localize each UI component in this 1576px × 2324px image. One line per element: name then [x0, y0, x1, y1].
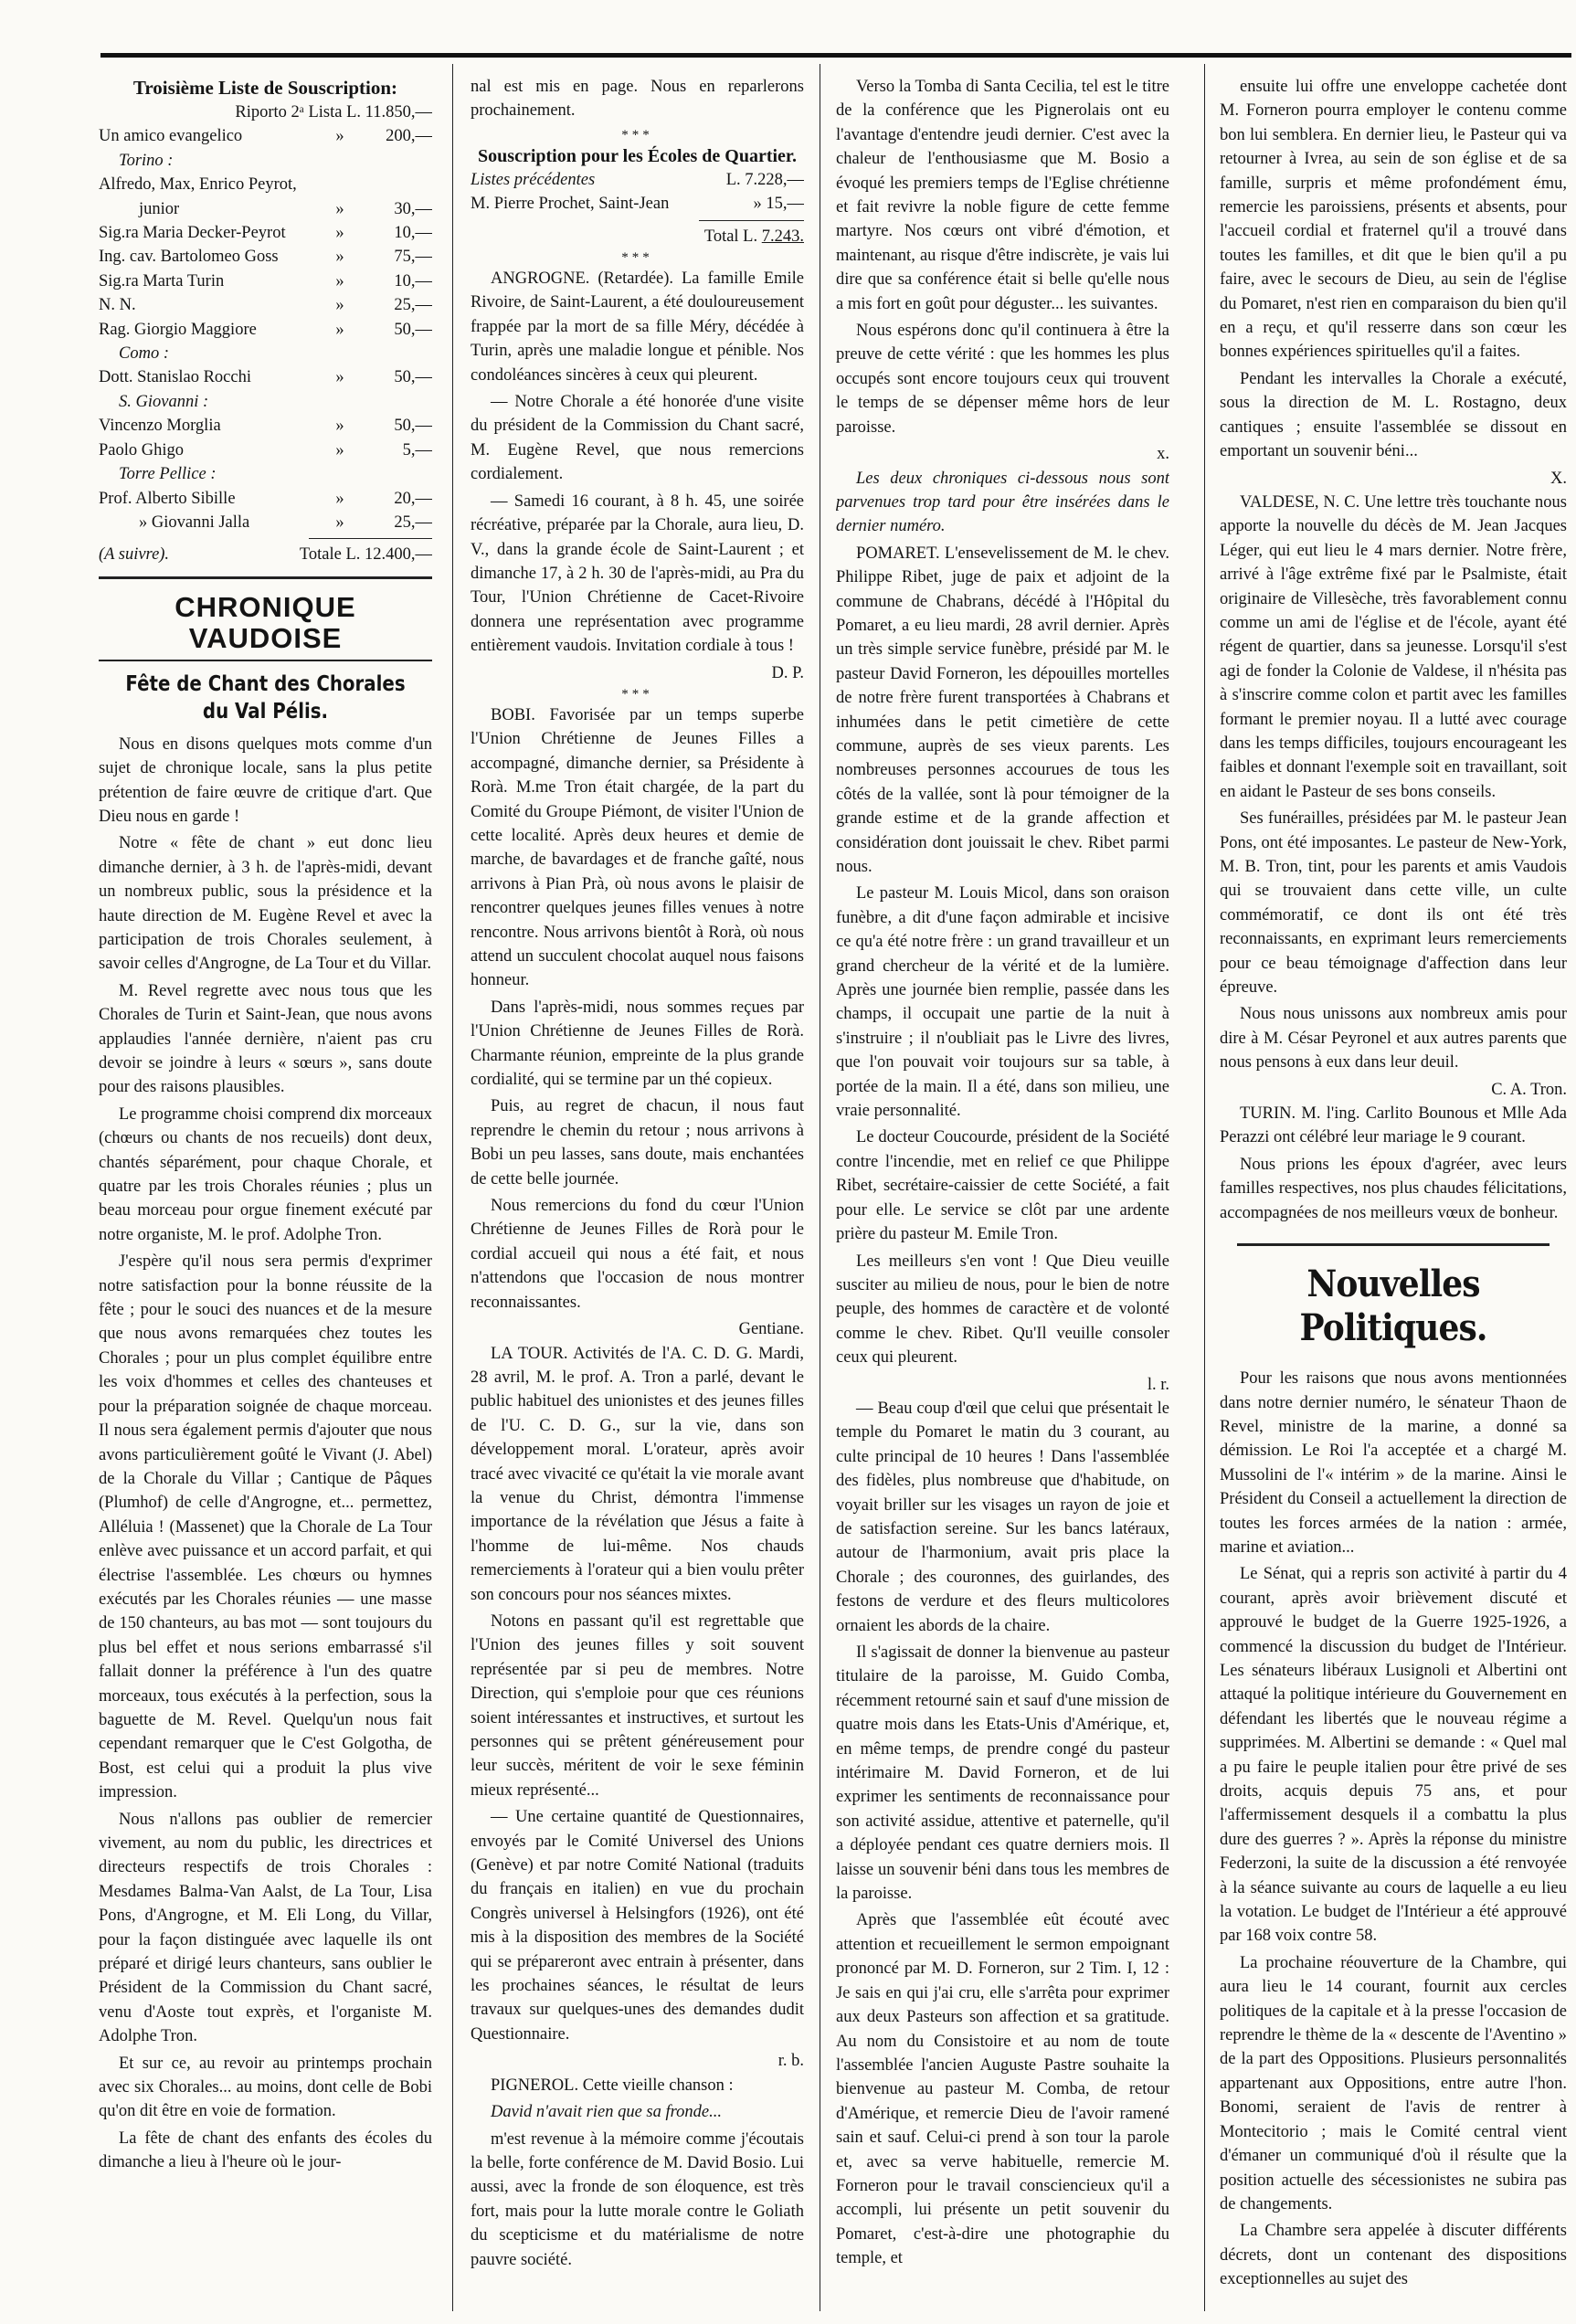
donor-name: Dott. Stanislao Rocchi — [99, 368, 251, 387]
ditto-mark: » — [335, 127, 344, 146]
subscription-row — [99, 173, 432, 196]
ditto-mark: » — [335, 248, 344, 267]
article-body — [471, 267, 804, 2272]
paragraph: — Notre Chorale a été honorée d'une visite du président de la Commission du Chant sacré, M. Eugène Revel, que nous remercions cordialement. — [471, 393, 804, 484]
paragraph: m'est revenue à la mémoire comme j'écoutais la belle, forte conférence de M. David Bosio. Lui aussi, avec la fronde de son éloquence, est très fort, mais pour la lutte morale contre le Goliath du scepticisme et du matérialisme de notre pauvre société. — [471, 2129, 804, 2269]
subscription-list — [99, 124, 432, 534]
signature: r. b. — [777, 2052, 804, 2071]
place-label: Como : — [119, 344, 169, 364]
donor-name: Rag. Giorgio Maggiore — [99, 320, 257, 339]
paragraph: — Une certaine quantité de Questionnaires, envoyés par le Comité Universel des Unions (Genève) et par notre Comité National (traduits du français en italien) en vue du prochain Congrès universel à Helsingfors (1926), ont été mis à la disposition des membres de la Société qui se prépareront avec entrain à présenter, dans les prochaines séances, le résultat de leurs travaux sur quelques-unes des demandes dudit Questionnaire. — [471, 1808, 804, 2044]
subscription-row — [99, 197, 432, 221]
paragraph: Pendant les intervalles la Chorale a exécuté, sous la direction de M. L. Rostagno, deux cantiques ; ensuite l'assemblée se dissout en emportant un souvenir béni... — [1220, 369, 1567, 461]
donor-name: » Giovanni Jalla — [139, 512, 250, 532]
subscription-row — [99, 487, 432, 511]
donation-amount: 50,— — [394, 368, 432, 387]
paragraph: J'espère qu'il nous sera permis d'exprimer notre satisfaction pour la bonne réussite de la fête ; pour le souci des nuances et de la mesure que nous avons remarquées chez toutes les Chorales ; pour un plus complet équilibre entre les voix d'hommes et celles des chanteuses et pour la préparation soignée de chaque morceau. Il nous sera également permis d'ajouter que nous avons particulièrement goûté le Vivant (J. Abel) de la Chorale du Villar ; Cantique de Pâques (Plumhof) de celle d'Angrogne, et... permettez, Alléluia ! (Massenet) que la Chorale de La Tour enlève avec puissance et un accord parfait, et qui électrise l'assemblée. Les chœurs ou hymnes exécutés par les Chorales réunies — une masse de 150 chanteurs, au bas mot — sont toujours du plus bel effet et nous serions embarrassé s'il fallait donner la préférence à l'un des quatre morceaux, tous exécutés à la perfection, sous la baguette de M. Revel. Quelqu'un nous fait cependant remarquer que le C'est Golgotha, de Bost, est celui qui a produit la plus vive impression. — [99, 1252, 432, 1802]
place-label: S. Giovanni : — [119, 392, 209, 411]
donation-amount: 75,— — [394, 248, 432, 267]
ditto-mark: » — [335, 440, 344, 460]
subscription-row — [99, 414, 432, 438]
donor-name: Vincenzo Morglia — [99, 417, 221, 436]
subscription-row — [99, 511, 432, 534]
ditto-mark: » — [335, 512, 344, 532]
a-suivre: (A suivre). — [99, 545, 170, 565]
donation-amount: 20,— — [394, 489, 432, 508]
paragraph: Pour les raisons que nous avons mentionnées dans notre dernier numéro, le sénateur Thaon de Revel, ministre de la marine, a donné sa démission. Le Roi l'a acceptée et a chargé M. Mussolini de l'« intérim » de la marine. Ainsi le Président du Conseil a actuellement la direction de toutes les forces armées de la nation : armée, marine et aviation... — [1220, 1369, 1567, 1557]
donation-amount: 30,— — [394, 199, 432, 218]
souscription-total-row — [471, 225, 804, 248]
donor-name: Un amico evangelico — [99, 127, 243, 146]
column-rule — [452, 64, 453, 2311]
top-rule — [100, 53, 1571, 58]
donor-name: Sig.ra Maria Decker-Peyrot — [99, 224, 286, 243]
donation-amount: 10,— — [394, 224, 432, 243]
ditto-mark: » — [335, 417, 344, 436]
paragraph: LA TOUR. Activités de l'A. C. D. G. Mardi, 28 avril, M. le prof. A. Tron a parlé, devant le public habituel des unionistes et des jeunes filles de l'U. C. D. G., sur la vie, dans son développement moral. L'orateur, après avoir tracé avec vivacité ce qu'était la vie morale avant la venue du Christ, démontra l'immense importance de la révélation que Jésus a faite à l'homme de lui-même. Nos chauds remerciements à l'orateur qui a bien voulu prêter son concours pour nos séances mixtes. — [471, 1344, 804, 1604]
paragraph: Dans l'après-midi, nous sommes reçues par l'Union Chrétienne de Jeunes Filles de Rorà. Charmante réunion, empreinte de la plus grande cordialité, qui se termine par un thé copieux. — [471, 998, 804, 1090]
donor-name: Ing. cav. Bartolomeo Goss — [99, 248, 279, 267]
donor-name: Sig.ra Marta Turin — [99, 271, 225, 290]
paragraph: nal est mis en page. Nous en reparlerons prochainement. — [471, 78, 804, 121]
paragraph: Nous nous unissons aux nombreux amis pour dire à M. César Peyronel et aux autres parents que nous pensons à eux dans leur deuil. — [1220, 1005, 1567, 1072]
subscription-row — [99, 245, 432, 269]
column-rule — [1204, 64, 1205, 2311]
signature: x. — [1157, 445, 1169, 464]
paragraph: Nous remercions du fond du cœur l'Union Chrétienne de Jeunes Filles de Rorà pour le cordial accueil qui nous a été fait, et nous n'attendons que l'occasion de nous montrer reconnaissantes. — [471, 1197, 804, 1312]
paragraph: La fête de chant des enfants des écoles du dimanche a lieu à l'heure où le jour- — [99, 2129, 432, 2172]
subscription-row — [99, 318, 432, 342]
paragraph: VALDESE, N. C. Une lettre très touchante nous apporte la nouvelle du décès de M. Jean Jacques Léger, qui eut lieu le 4 mars dernier. Notre frère, arrivé à l'âge extrême fixé par le Psalmiste, était originaire de Villesèche, très favorablement connu comme un ami de l'église et de l'école, ayant été régent de quartier, dans sa jeunesse. Lorsqu'il s'est agi de fonder la Colonie de Valdese, il n'hésita pas à s'inscrire comme colon et partit avec les familles formant le premier noyau. Il a lutté avec courage dans les temps difficiles, toujours encourageant les faibles et donnant l'exemple soit en travaillant, soit en aidant le Pasteur de ses bons conseils. — [1220, 492, 1567, 801]
paragraph: Le docteur Coucourde, président de la Société contre l'incendie, met en relief ce que Philippe Ribet, secrétaire-caissier de cette Société, a fait pour elle. Le service se clôt par une ardente prière du pasteur M. Emile Tron. — [836, 1128, 1169, 1244]
paragraph: Puis, au regret de chacun, il nous faut reprendre le chemin du retour ; nous arrivons à Bobi un peu lasses, sans doute, mais enchantées de cette belle journée. — [471, 1097, 804, 1188]
ditto-mark: » — [335, 199, 344, 218]
signature: D. P. — [771, 663, 804, 682]
riporto-label: Riporto 2ᵃ Lista L. — [235, 103, 362, 121]
paragraph: — Beau coup d'œil que celui que présentait le temple du Pomaret le matin du 3 courant, au culte principal de 10 heures ! Dans l'assemblée des fidèles, plus nombreuse que d'habitude, on voyait briller sur les visages un rayon de joie et de satisfaction sereine. Sur les bancs latéraux, autour de l'harmonium, avait pris place la Chorale ; des couronnes, des guirlandes, des festons de verdure et des fleurs multicolores ornaient les abords de la chaire. — [836, 1399, 1169, 1635]
column-2 — [471, 75, 804, 2304]
donor-name: Paolo Ghigo — [99, 440, 185, 460]
subscription-row — [99, 221, 432, 245]
fete-heading: Fête de Chant des Chorales du Val Pélis. — [125, 671, 406, 724]
paragraph: Après que l'assemblée eût écouté avec attention et recueillement le sermon empoignant prononcé par M. D. Forneron, sur 2 Tim. I, 12 : Je sais en qui j'ai cru, elle s'arrêta pour exprimer aux deux Pasteurs son affection et sa gratitude. Au nom du Consistoire et au nom de toute l'assemblée l'ancien Auguste Pastre souhaite la bienvenue au pasteur M. Comba, de retour d'Amérique, et remercie Dieu de l'avoir ramené sain et sauf. Celui-ci prend à son tour la parole et, avec sa verve habituelle, remercie M. Forneron pour le travail consciencieux qu'il a accompli, lui présente un petit souvenir du Pomaret, c'est-à-dire une photographie du temple, et — [836, 1911, 1169, 2268]
subscription-row — [99, 365, 432, 389]
signature: l. r. — [1147, 1375, 1169, 1394]
paragraph: Nous en disons quelques mots comme d'un sujet de chronique locale, sans la plus petite prétention de faire œuvre de critique d'art. Que Dieu nous en garde ! — [99, 734, 432, 826]
column-3 — [836, 75, 1169, 2304]
total-row — [99, 543, 432, 566]
paragraph: Nous espérons donc qu'il continuera à être la preuve de cette vérité : que les hommes les plus occupés sont encore toujours ceux qui trouvent le temps de se dépenser même hors de leur paroisse. — [836, 322, 1169, 437]
total-rule — [309, 538, 432, 539]
paragraph: Le pasteur M. Louis Micol, dans son oraison funèbre, a dit d'une façon admirable et incisive ce qu'a été notre frère : un grand travailleur et un grand chercheur de la vérité et de la lumière. Après une journée bien remplie, passée dans les champs, il occupait une partie de la nuit à s'instruire ; il n'oubliait pas le Livre des livres, que l'on pouvait voir toujours sur sa table, à portée de la main. Il a été, dans son milieu, une vraie personnalité. — [836, 884, 1169, 1121]
paragraph: Verso la Tomba di Santa Cecilia, tel est le titre de la conférence que les Pignerolais ont eu l'avantage d'entendre jeudi dernier. C'est avec la chaleur de l'enthousiasme que M. Bosio a évoqué les premiers temps de l'Eglise chrétienne et fait revivre la noble figure de cette femme martyre. Nos cœurs ont vibré d'émotion, et maintenant, au risque d'être indiscrète, je vais lui dire que sa conférence était si belle qu'elle nous a mis fort en goût pour déguster... les suivantes. — [836, 78, 1169, 313]
riporto-row — [99, 100, 432, 124]
subscription-row — [99, 124, 432, 148]
donor-name: Prof. Alberto Sibille — [99, 489, 236, 508]
paragraph: La prochaine réouverture de la Chambre, qui aura lieu le 14 courant, fournit aux cercles politiques de la capitale et à la presse l'occasion de reprendre le thème de la « descente de l'Aventino » de la part des Oppositions. Plusieurs personnalités appartenant aux Oppositions, entre autre l'hon. Bonomi, seraient de l'avis de rentrer à Montecitorio ; mais le Comité central vient d'émaner un communiqué d'où il résulte que la position actuelle des sécessionistes ne subira pas de changements. — [1220, 1953, 1567, 2213]
donation-amount: 50,— — [394, 417, 432, 436]
donation-amount: 25,— — [394, 296, 432, 315]
paragraph: Il s'agissait de donner la bienvenue au pasteur titulaire de la paroisse, M. Guido Comba, récemment retourné sain et sauf d'une mission de quatre mois dans les Etats-Unis d'Amérique, et, en même temps, de prendre congé du pasteur intérimaire M. David Forneron, et de lui exprimer les sentiments de reconnaissance pour son activité assidue, attentive et paternelle, qu'il a déployée pendant ces quatre derniers mois. Il laisse un souvenir béni dans tous les membres de la paroisse. — [836, 1643, 1169, 1904]
paragraph: BOBI. Favorisée par un temps superbe l'Union Chrétienne de Jeunes Filles a accompagné, dimanche dernier, sa Présidente à Rorà. M.me Tron était chargée, de la part du Comité du Groupe Piémont, de visiter l'Union de cette localité. Après deux heures et demie de marche, de bavardages et de franche gaîté, nous arrivons à Pian Prà, où nous avons le plaisir de rencontrer quelques jeunes filles venues à notre rencontre. Nous arrivons bientôt à Rorà, où nous attend un succulent chocolat auquel nous faisons honneur. — [471, 705, 804, 990]
subscription-title: Troisième Liste de Souscription: — [132, 77, 398, 99]
paragraph: Et sur ce, au revoir au printemps prochain avec six Chorales... au moins, dont celle de Bobi qu'on dit être en voie de formation. — [99, 2054, 432, 2121]
paragraph: Le Sénat, qui a repris son activité à partir du 4 courant, après avoir brièvement discuté et approuvé le budget de la Guerre 1925-1926, a commencé la discussion du budget de l'Intérieur. Les sénateurs libéraux Lusignoli et Albertini ont attaqué la politique intérieure du Gouvernement en défendant les libertés que le nouveau régime a supprimées. M. Albertini se demande : « Quel mal a pu faire le peuple italien pour être privé de ses droits, acquis depuis 75 ans, et pour l'affermissement desquels il a combattu la plus dure des guerres ? ». Après la réponse du ministre Federzoni, la suite de la discussion a été renvoyée à la séance suivante au cours de laquelle a eu lieu la votation. Le budget de l'Intérieur a été approuvé par 168 voix contre 58. — [1220, 1565, 1567, 1946]
separator-stars: *** — [621, 250, 653, 266]
donation-amount: 10,— — [394, 271, 432, 290]
ditto-mark: » — [335, 320, 344, 339]
ditto-mark: » — [335, 489, 344, 508]
paragraph: Nous prions les époux d'agréer, avec leurs familles respectives, nos plus chaudes félicitations, accompagnées de nos meilleurs vœux de bonheur. — [1220, 1155, 1567, 1222]
paragraph: Notons en passant qu'il est regrettable que l'Union des jeunes filles y soit souvent représentée par si peu de membres. Notre Direction, qui s'emploie pour que ces réunions soient intéressantes et instructives, et surtout les personnes qui se prêtent généreusement pour leur succès, méritent de voir le sexe féminin mieux représenté... — [471, 1611, 804, 1800]
paragraph: Les meilleurs s'en vont ! Que Dieu veuille susciter au milieu de nous, pour le bien de notre peuple, des hommes de caractère et de volonté comme le chev. Ribet. Qu'Il veuille consoler ceux qui pleurent. — [836, 1252, 1169, 1368]
donation-amount: 50,— — [394, 320, 432, 339]
paragraph: Les deux chroniques ci-dessous nous sont parvenues trop tard pour être insérées dans le dernier numéro. — [836, 469, 1169, 536]
paragraph: Notre « fête de chant » eut donc lieu dimanche dernier, à 3 h. de l'après-midi, devant un nombreux public, sous la présidence et la haute direction de M. Eugène Revel et avec la participation de trois Chorales seulement, à savoir celles d'Angrogne, de La Tour et du Villar. — [99, 834, 432, 974]
paragraph: M. Revel regrette avec nous tous que les Chorales de Turin et Saint-Jean, que nous avons applaudies l'année dernière, n'aient pas cru devoir se joindre à leurs « sœurs », sans doute pour des raisons plausibles. — [99, 981, 432, 1097]
signature: Gentiane. — [738, 1320, 804, 1339]
separator-stars: *** — [621, 127, 653, 143]
ditto-mark: » — [335, 296, 344, 315]
paragraph: David n'avait rien que sa fronde... — [491, 2103, 722, 2122]
paragraph: ANGROGNE. (Retardée). La famille Emile Rivoire, de Saint-Laurent, a été douloureusement frappée par la mort de sa fille Méry, décédée à Turin, après une maladie longue et pénible. Nos condoléances sincères à ceux qui pleurent. — [471, 269, 804, 385]
article-body — [1220, 75, 1567, 2292]
paragraph: Nous n'allons pas oublier de remercier vivement, au nom du public, les directrices et directeurs respectifs de trois Chorales : Mesdames Balma-Van Aalst, de La Tour, Lisa Pons, d'Angrogne, et M. Eli Long, du Villar, pour la façon distinguée avec laquelle ils ont préparé et dirigé leurs chanteurs, sans oublier le Président de la Commission du Chant sacré, venu d'Aoste tout exprès, et l'organiste M. Adolphe Tron. — [99, 1810, 432, 2046]
ditto-mark: » — [335, 271, 344, 290]
donation-amount: 5,— — [402, 440, 432, 460]
paragraph: — Samedi 16 courant, à 8 h. 45, une soirée récréative, préparée par la Chorale, aura lieu, D. V., dans la grande école de Saint-Laurent ; et dimanche 17, à 2 h. 30 de l'après-midi, au Pra du Tour, l'Union Chrétienne de Cacet-Rivoire donnera une représentation avec programme entièrement vaudois. Invitation cordiale à tous ! — [471, 491, 804, 656]
subscription-row — [99, 438, 432, 462]
signature: X. — [1550, 469, 1567, 488]
subscription-total: Totale L. 12.400,— — [299, 545, 432, 565]
subscription-row — [99, 269, 432, 293]
total-rule — [699, 220, 804, 221]
article-body — [836, 75, 1169, 2271]
prochet-label: M. Pierre Prochet, Saint-Jean — [471, 195, 670, 214]
separator-stars: *** — [621, 686, 653, 702]
paragraph: PIGNEROL. Cette vieille chanson : — [491, 2076, 734, 2095]
nouvelles-heading: Nouvelles Politiques. — [1237, 1243, 1550, 1357]
donation-amount: 200,— — [386, 127, 432, 146]
donor-name: junior — [139, 199, 180, 218]
column-1 — [99, 75, 432, 2304]
donation-amount: 25,— — [394, 512, 432, 532]
souscription-title: Souscription pour les Écoles de Quartier. — [478, 145, 797, 166]
donor-name: N. N. — [99, 296, 136, 315]
total-label: Total L. — [703, 227, 758, 246]
place-label: Torre Pellice : — [119, 465, 217, 484]
subscription-row — [99, 293, 432, 317]
paragraph: La Chambre sera appelée à discuter différents décrets, dont un contenant des dispositions exceptionnelles au sujet des — [1220, 2222, 1567, 2289]
total-amount: 7.243. — [761, 227, 804, 246]
paragraph: Le programme choisi comprend dix morceaux (chœurs ou chants de nos recueils) dont deux, chantés séparément, pour chaque Chorale, et quatre par les trois Chorales réunies ; plus un beau morceau pour orgue finement exécuté par notre organiste, M. le prof. Adolphe Tron. — [99, 1104, 432, 1244]
listes-amount: L. 7.228,— — [725, 170, 804, 189]
prochet-amount: » 15,— — [753, 195, 804, 214]
paragraph: TURIN. M. l'ing. Carlito Bounous et Mlle Ada Perazzi ont célébré leur mariage le 9 courant. — [1220, 1104, 1567, 1147]
column-4 — [1220, 75, 1567, 2304]
article-body — [99, 733, 432, 2175]
chronique-heading: CHRONIQUE VAUDOISE — [99, 576, 432, 661]
paragraph: ensuite lui offre une enveloppe cachetée dont M. Forneron pourra employer le contenu comme bon lui semblera. En dernier lieu, le Pasteur qui va retourner à Ivrea, au sein de son église et de sa famille, surpris et même profondément ému, remercie les paroissiens, présents et absents, pour l'accueil cordial et fraternel qu'il a trouvé dans toutes les familles, et dit que le bien qu'il a pu faire, avec le secours de Dieu, au sein de l'église du Pomaret, n'est rien en comparaison du bien qu'il en a reçu, et qu'il resserre dans son cœur les bonnes expériences spirituelles qu'il a faites. — [1220, 78, 1567, 362]
ditto-mark: » — [335, 368, 344, 387]
listes-row — [471, 168, 804, 192]
signature: C. A. Tron. — [1491, 1080, 1567, 1099]
paragraph: Ses funérailles, présidées par M. le pasteur Jean Pons, ont été imposantes. Le pasteur de New-York, M. B. Tron, tint, pour les parents et amis Vaudois qui se trouvaient dans cette ville, un culte commémoratif, ce dont ils ont été très reconnaissants, en exprimant leurs remerciements pour ce beau témoignage d'affection dans leur épreuve. — [1220, 809, 1567, 998]
ditto-mark: » — [335, 224, 344, 243]
place-label: Torino : — [119, 151, 174, 170]
listes-label: Listes précédentes — [471, 170, 596, 189]
riporto-amount: 11.850,— — [365, 103, 432, 121]
donor-name: Alfredo, Max, Enrico Peyrot, — [99, 175, 297, 195]
prochet-row — [471, 192, 804, 216]
paragraph: POMARET. L'ensevelissement de M. le chev. Philippe Ribet, juge de paix et adjoint de la commune de Chabrans, décédé à l'Hôpital du Pomaret, a eu lieu mardi, 28 avril dernier. Après un très simple service funèbre, présidé par M. le pasteur David Forneron, les dépouilles mortelles de notre frère furent transportées à Chabrans et inhumées dans le petit cimetière de cette commune, auprès de ses vieux parents. Les nombreuses personnes accourues de tous les côtés de la vallée, sont là pour témoigner de la grande estime et de la grande affection et considération dont jouissait le chev. Ribet parmi nous. — [836, 544, 1169, 876]
